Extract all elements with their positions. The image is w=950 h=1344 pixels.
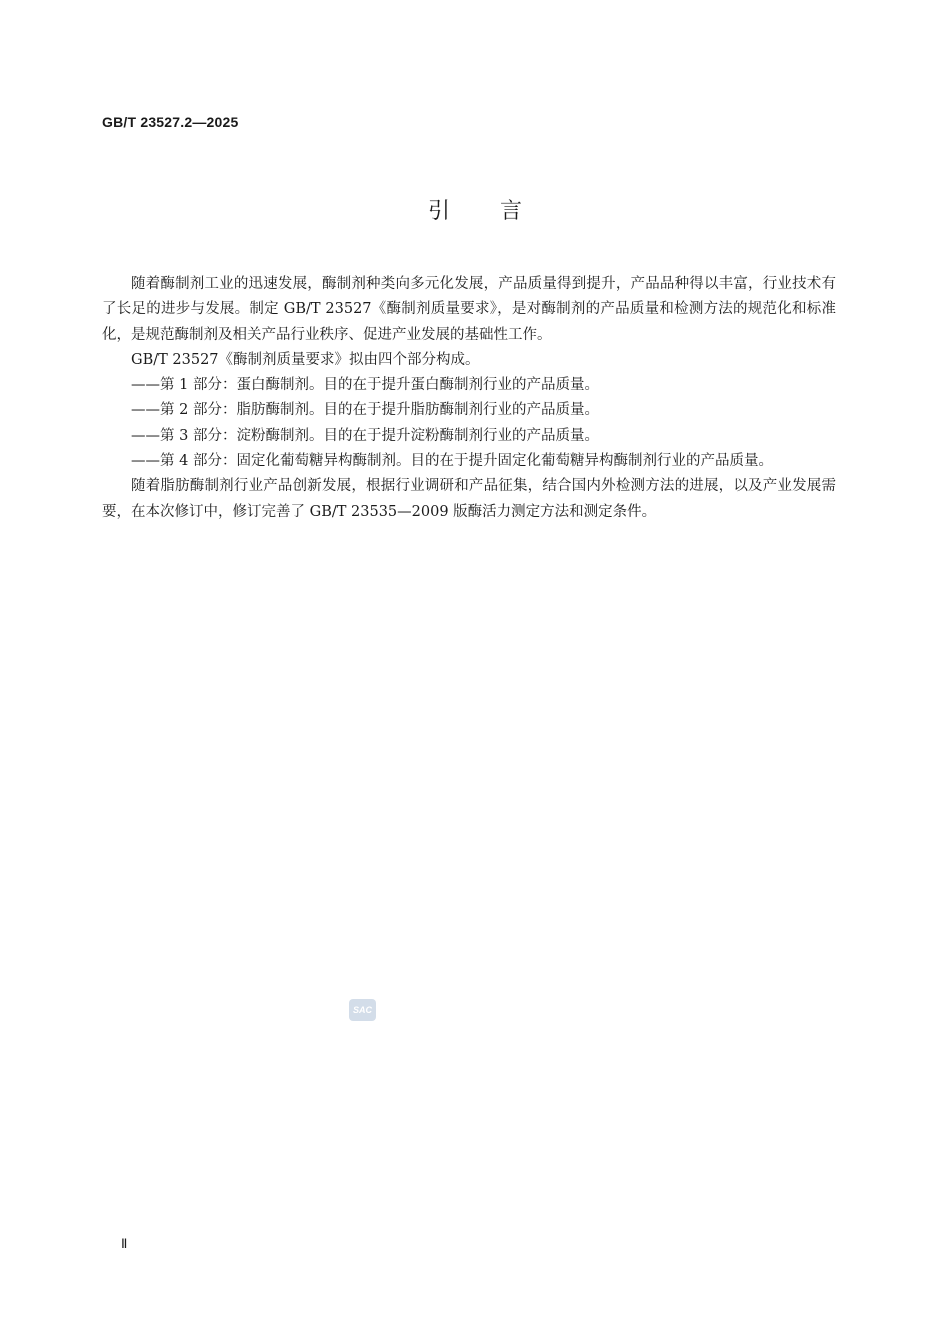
page-number: Ⅱ [121, 1236, 128, 1251]
intro-paragraph-2: GB/T 23527《酶制剂质量要求》拟由四个部分构成。 [131, 351, 480, 368]
list-item-part-3: ——第 3 部分：淀粉酶制剂。目的在于提升淀粉酶制剂行业的产品质量。 [131, 427, 599, 444]
list-item-part-4: ——第 4 部分：固定化葡萄糖异构酶制剂。目的在于提升固定化葡萄糖异构酶制剂行业的产品质量。 [131, 453, 773, 470]
list-item-part-1: ——第 1 部分：蛋白酶制剂。目的在于提升蛋白酶制剂行业的产品质量。 [131, 377, 599, 394]
page-title: 引言 [427, 199, 572, 224]
standard-code-header: GB/T 23527.2—2025 [102, 114, 239, 130]
introduction-body [102, 272, 836, 525]
closing-paragraph: 随着脂肪酶制剂行业产品创新发展，根据行业调研和产品征集，结合国内外检测方法的进展，以及产业发展需要，在本次修订中，修订完善了 GB/T 23535—2009 版酶活力测定方法和测定条件。 [102, 478, 836, 520]
intro-paragraph-1: 随着酶制剂工业的迅速发展，酶制剂种类向多元化发展，产品质量得到提升，产品品种得以丰富，行业技术有了长足的进步与发展。制定 GB/T 23527《酶制剂质量要求》，是对酶制剂的产品质量和检测方法的规范化和标准化，是规范酶制剂及相关产品行业秩序、促进产业发展的基础性工作。 [102, 276, 836, 343]
sac-watermark-logo: SAC [349, 999, 376, 1021]
list-item-part-2: ——第 2 部分：脂肪酶制剂。目的在于提升脂肪酶制剂行业的产品质量。 [131, 402, 599, 419]
